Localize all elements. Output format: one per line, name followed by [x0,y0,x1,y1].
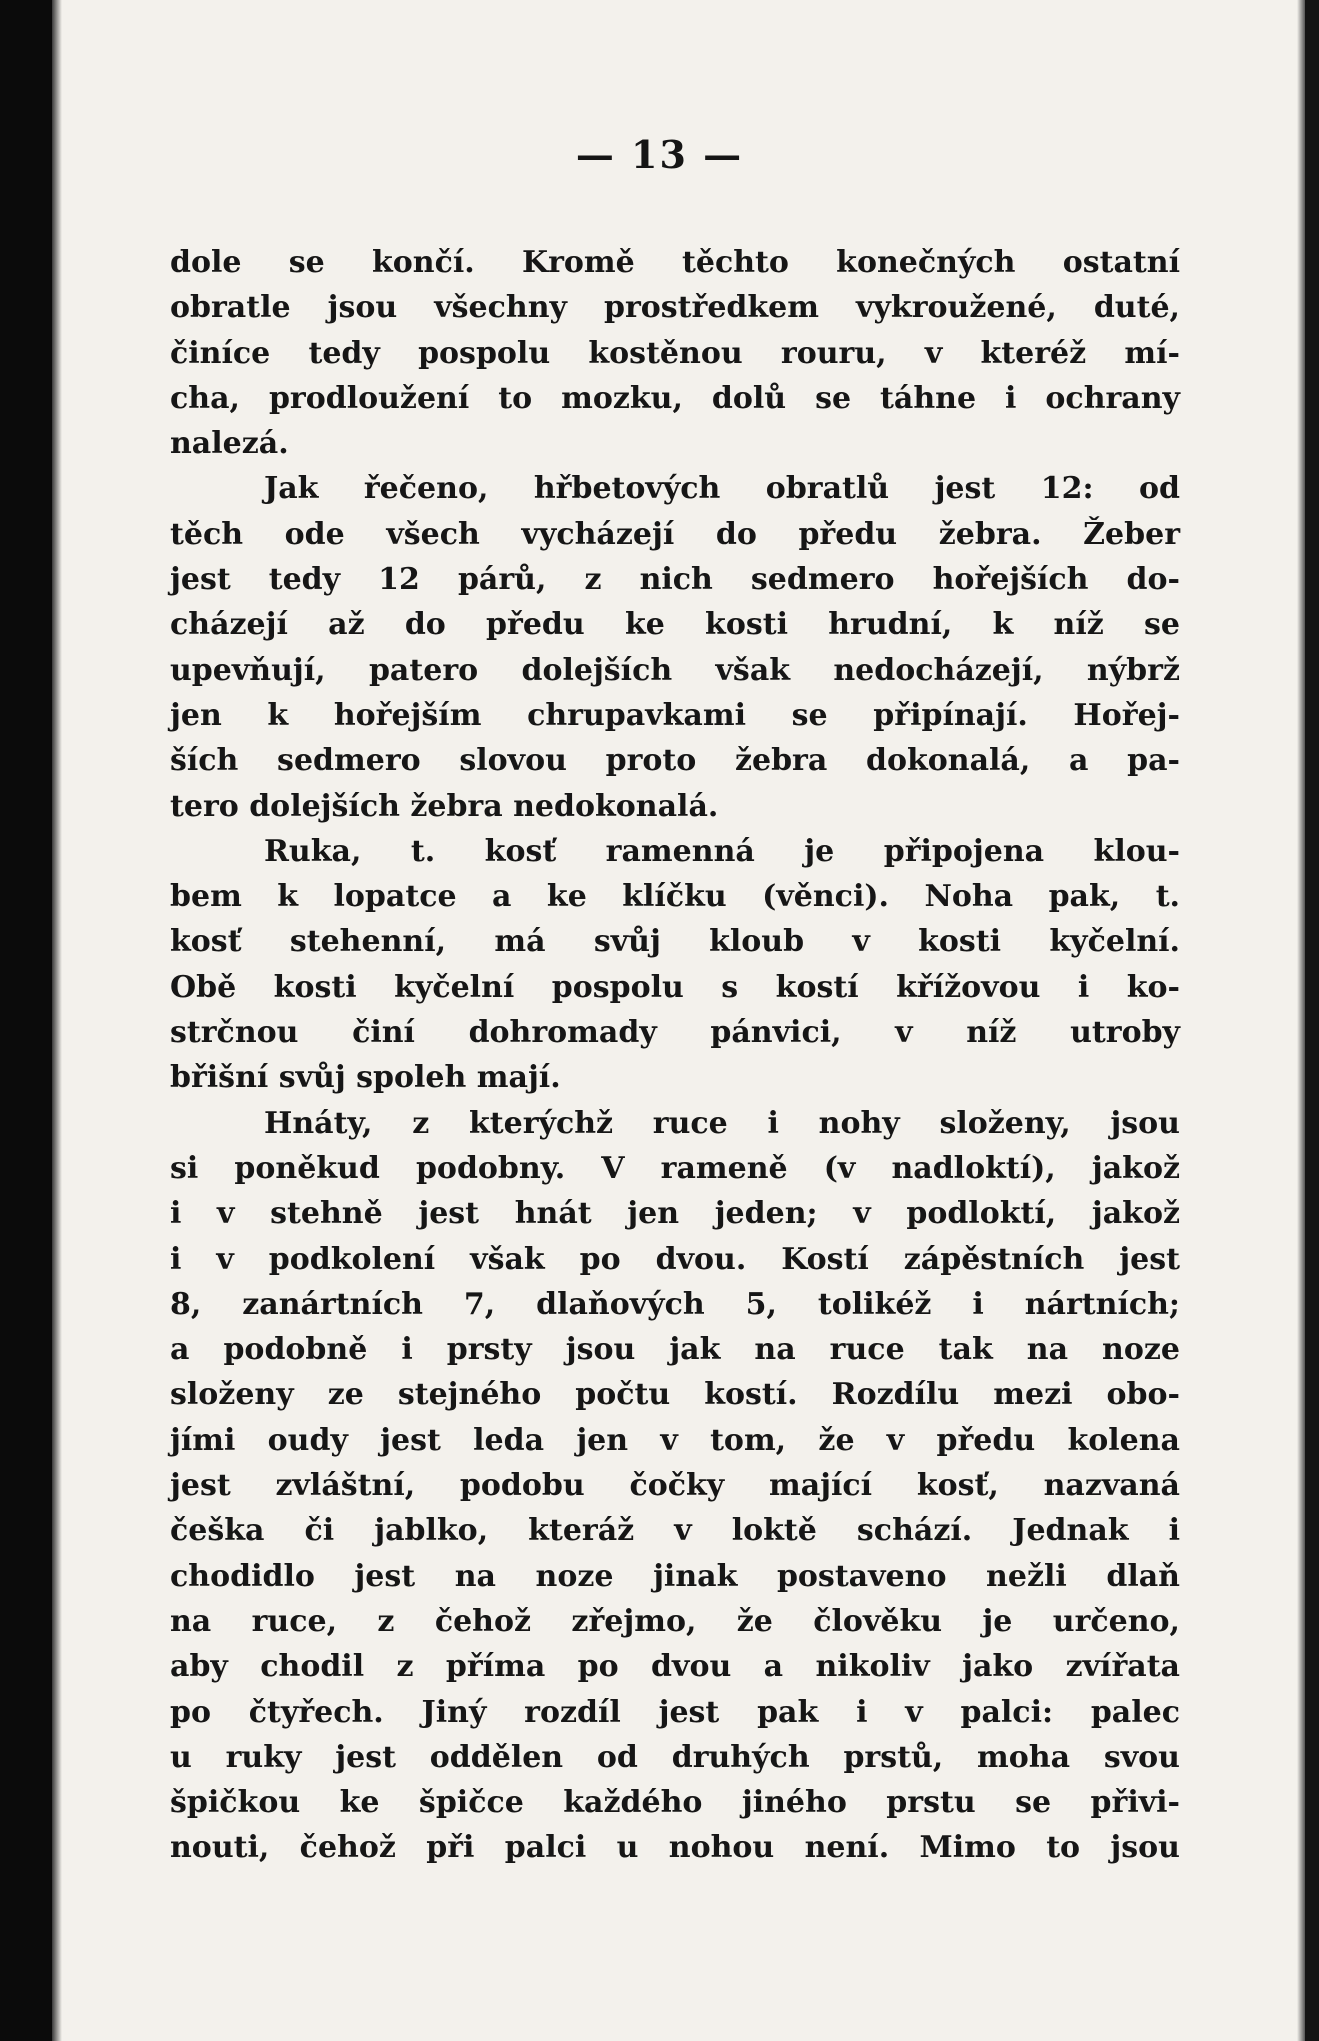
text-line: bem k lopatce a ke klíčku (věnci). Noha pak, t. [170,879,1180,915]
text-line: na ruce, z čehož zřejmo, že člověku je určeno, [170,1603,1180,1639]
text-line: kosť stehenní, má svůj kloub v kosti kyčelní. [170,924,1180,960]
text-line: cházejí až do předu ke kosti hrudní, k níž se [170,607,1180,643]
text-line: strčnou činí dohromady pánvici, v níž utroby [170,1015,1180,1051]
text-line: Hnáty, z kterýchž ruce i nohy složeny, jsou [264,1105,1180,1141]
text-line: češka či jablko, kteráž v loktě schází. Jednak i [170,1513,1180,1549]
text-line: u ruky jest oddělen od druhých prstů, moha svou [170,1739,1180,1775]
text-line: Obě kosti kyčelní pospolu s kostí křížovou i ko- [170,969,1180,1005]
text-line: i v podkolení však po dvou. Kostí zápěstních jest [170,1241,1180,1277]
text-line: ších sedmero slovou proto žebra dokonalá, a pa- [170,743,1180,779]
text-line: obratle jsou všechny prostředkem vykroužené, duté, [170,290,1180,326]
text-line: aby chodil z příma po dvou a nikoliv jako zvířata [170,1649,1180,1685]
scan-right-edge [1305,0,1319,2041]
body-text [170,240,1180,1871]
text-line: 8, zanártních 7, dlaňových 5, tolikéž i nártních; [170,1286,1180,1322]
text-line: špičkou ke špičce každého jiného prstu se přivi- [170,1785,1180,1821]
text-line: Ruka, t. kosť ramenná je připojena klou- [264,833,1180,869]
text-line: nouti, čehož při palci u nohou není. Mimo to jsou [170,1830,1180,1866]
scan-left-shadow [52,0,62,2041]
page-number: — 13 — [575,132,744,177]
text-line: jest tedy 12 párů, z nich sedmero hořejších do- [170,562,1180,598]
text-line: chodidlo jest na noze jinak postaveno nežli dlaň [170,1558,1180,1594]
text-line: po čtyřech. Jiný rozdíl jest pak i v palci: palec [170,1694,1180,1730]
scan-right-shadow [1297,0,1305,2041]
text-line: jen k hořejším chrupavkami se připínají. Hořej- [170,697,1180,733]
text-line: si poněkud podobny. V rameně (v nadloktí), jakož [170,1150,1180,1186]
text-line: jest zvláštní, podobu čočky mající kosť, nazvaná [170,1468,1180,1504]
text-line: složeny ze stejného počtu kostí. Rozdílu mezi obo- [170,1377,1180,1413]
text-line: upevňují, patero dolejších však nedocházejí, nýbrž [170,652,1180,688]
text-line: i v stehně jest hnát jen jeden; v podloktí, jakož [170,1196,1180,1232]
text-line: Jak řečeno, hřbetových obratlů jest 12: od [264,471,1180,507]
text-line: cha, prodloužení to mozku, dolů se táhne i ochrany [170,380,1180,416]
text-line: jími oudy jest leda jen v tom, že v předu kolena [170,1422,1180,1458]
text-line: těch ode všech vycházejí do předu žebra. Žeber [170,516,1180,552]
scan-left-edge [0,0,52,2041]
text-line: nalezá. [170,426,289,462]
text-line: břišní svůj spoleh mají. [170,1060,561,1096]
text-line: a podobně i prsty jsou jak na ruce tak na noze [170,1332,1180,1368]
text-line: dole se končí. Kromě těchto konečných ostatní [170,245,1180,280]
text-line: činíce tedy pospolu kostěnou rouru, v kteréž mí- [170,335,1180,371]
text-line: tero dolejších žebra nedokonalá. [170,788,719,824]
